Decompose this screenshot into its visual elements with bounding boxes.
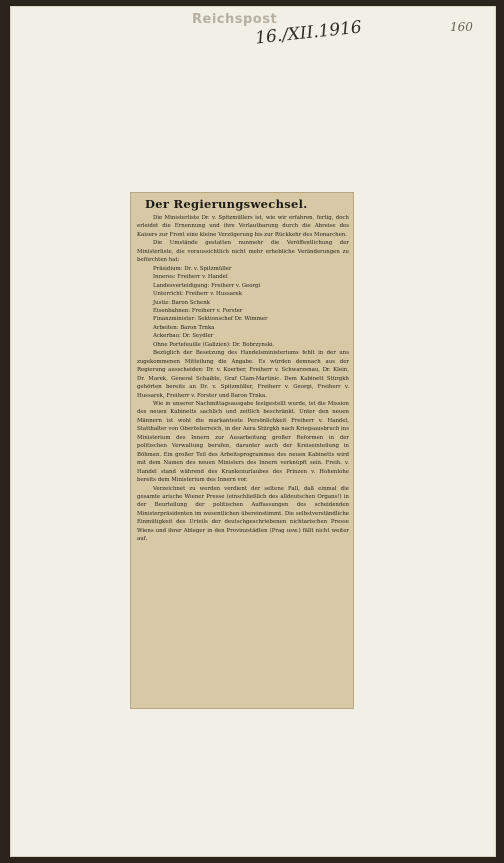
minister-list-item: Präsidium: Dr. v. Spitzmüller [153,265,232,272]
minister-list-item: Finanzminister: Sektionschef Dr. Wimmer [153,316,268,323]
minister-list-item: Inneres: Freiherr v. Handel [153,274,228,281]
article-paragraph: Verzeichnet zu werden verdient der seltene Fall, daß einmal die gesamte arische Wiener Presse (einschließlich des alldeutschen Organs!) in der Beurteilung der politischen Auffassungen des scheidenden Ministerpräsidenten im wesentlichen übereinstimmt. Die selbstverständliche Einmütigkeit des Urteils der deutschgeschriebenen nichtarischen Presse Wiens und ihrer Ableger in den Provinzstädten (Prag usw.) fällt nicht weiter auf. [137,485,349,543]
newspaper-clipping [130,192,354,709]
minister-list-item: Ackerbau: Dr. Seydler [153,333,214,340]
minister-list-item: Unterricht: Freiherr v. Hussarek [153,291,242,298]
minister-list-item: Landesverteidigung: Freiherr v. Georgi [153,282,261,289]
article-paragraph: Die Umstände gestatten nunmehr die Veröffentlichung der Ministerliste, die voraussichtlich nicht mehr erhebliche Veränderungen zu befürchten hat: [137,240,349,264]
article-paragraph: Wie in unserer Nachmittagsausgabe festgestellt wurde, ist die Mission des neuen Kabinetts sachlich und zeitlich beschränkt. Unter den neuen Männern ist wohl die markanteste Persönlichkeit Freiherr v. Handel, Statthalter von Oberösterreich, in der Aera Stürgkh nach Kriegsausbruch ins Ministerium des Innern zur Ausarbeitung großer Reformen in der politischen Verwaltung berufen, darunter auch der Kreiseinteilung in Böhmen. Ein großer Teil des Arbeitsprogrammes des neuen Kabinetts wird mit dem Namen des neuen Ministers des Innern verknüpft sein. Freih. v. Handel stand während des Krankenurlaubes des Prinzen v. Hohenlohe bereits dem Ministerium des Innern vor. [137,400,349,484]
handwritten-page-number: 160 [450,20,473,34]
minister-list-item: Arbeiten: Baron Trnka [153,324,215,331]
minister-list [137,265,349,350]
minister-list-item: Ohne Portefeuille (Galizien): Dr. Bobrzynski. [153,341,275,348]
article-paragraph: Bezüglich der Besetzung des Handelsministeriums fehlt in der uns zugekommenen Mitteilung die Angabe. Es würden demnach aus der Regierung ausscheiden: Dr. v. Koerber, Freiherr v. Schwarzenau, Dr. Klein, Dr. Marek, General Schaible, Graf Clam-Martinic. Dem Kabinett Stürgkh gehörten bereits an Dr. v. Spitzmüller, Freiherr v. Georgi, Freiherr v. Hussarek, Freiherr v. Forster und Baron Trnka. [137,350,349,399]
archive-stamp: Reichspost [192,12,278,27]
archive-sheet [10,6,496,857]
handwritten-date: 16./XII.1916 [254,17,363,49]
article-paragraph: Die Ministerliste Dr. v. Spitzmüllers ist, wie wir erfahren, fertig, doch erleidet die Ernennung und ihre Verlautbarung durch die Abreise des Kaisers zur Front eine kleine Verzögerung bis zur Rückkehr des Monarchen. [137,215,349,238]
minister-list-item: Justiz: Baron Schenk [153,299,210,306]
minister-list-item: Eisenbahnen: Freiherr v. Forster [153,307,243,314]
article-headline: Der Regierungswechsel. [145,197,308,211]
